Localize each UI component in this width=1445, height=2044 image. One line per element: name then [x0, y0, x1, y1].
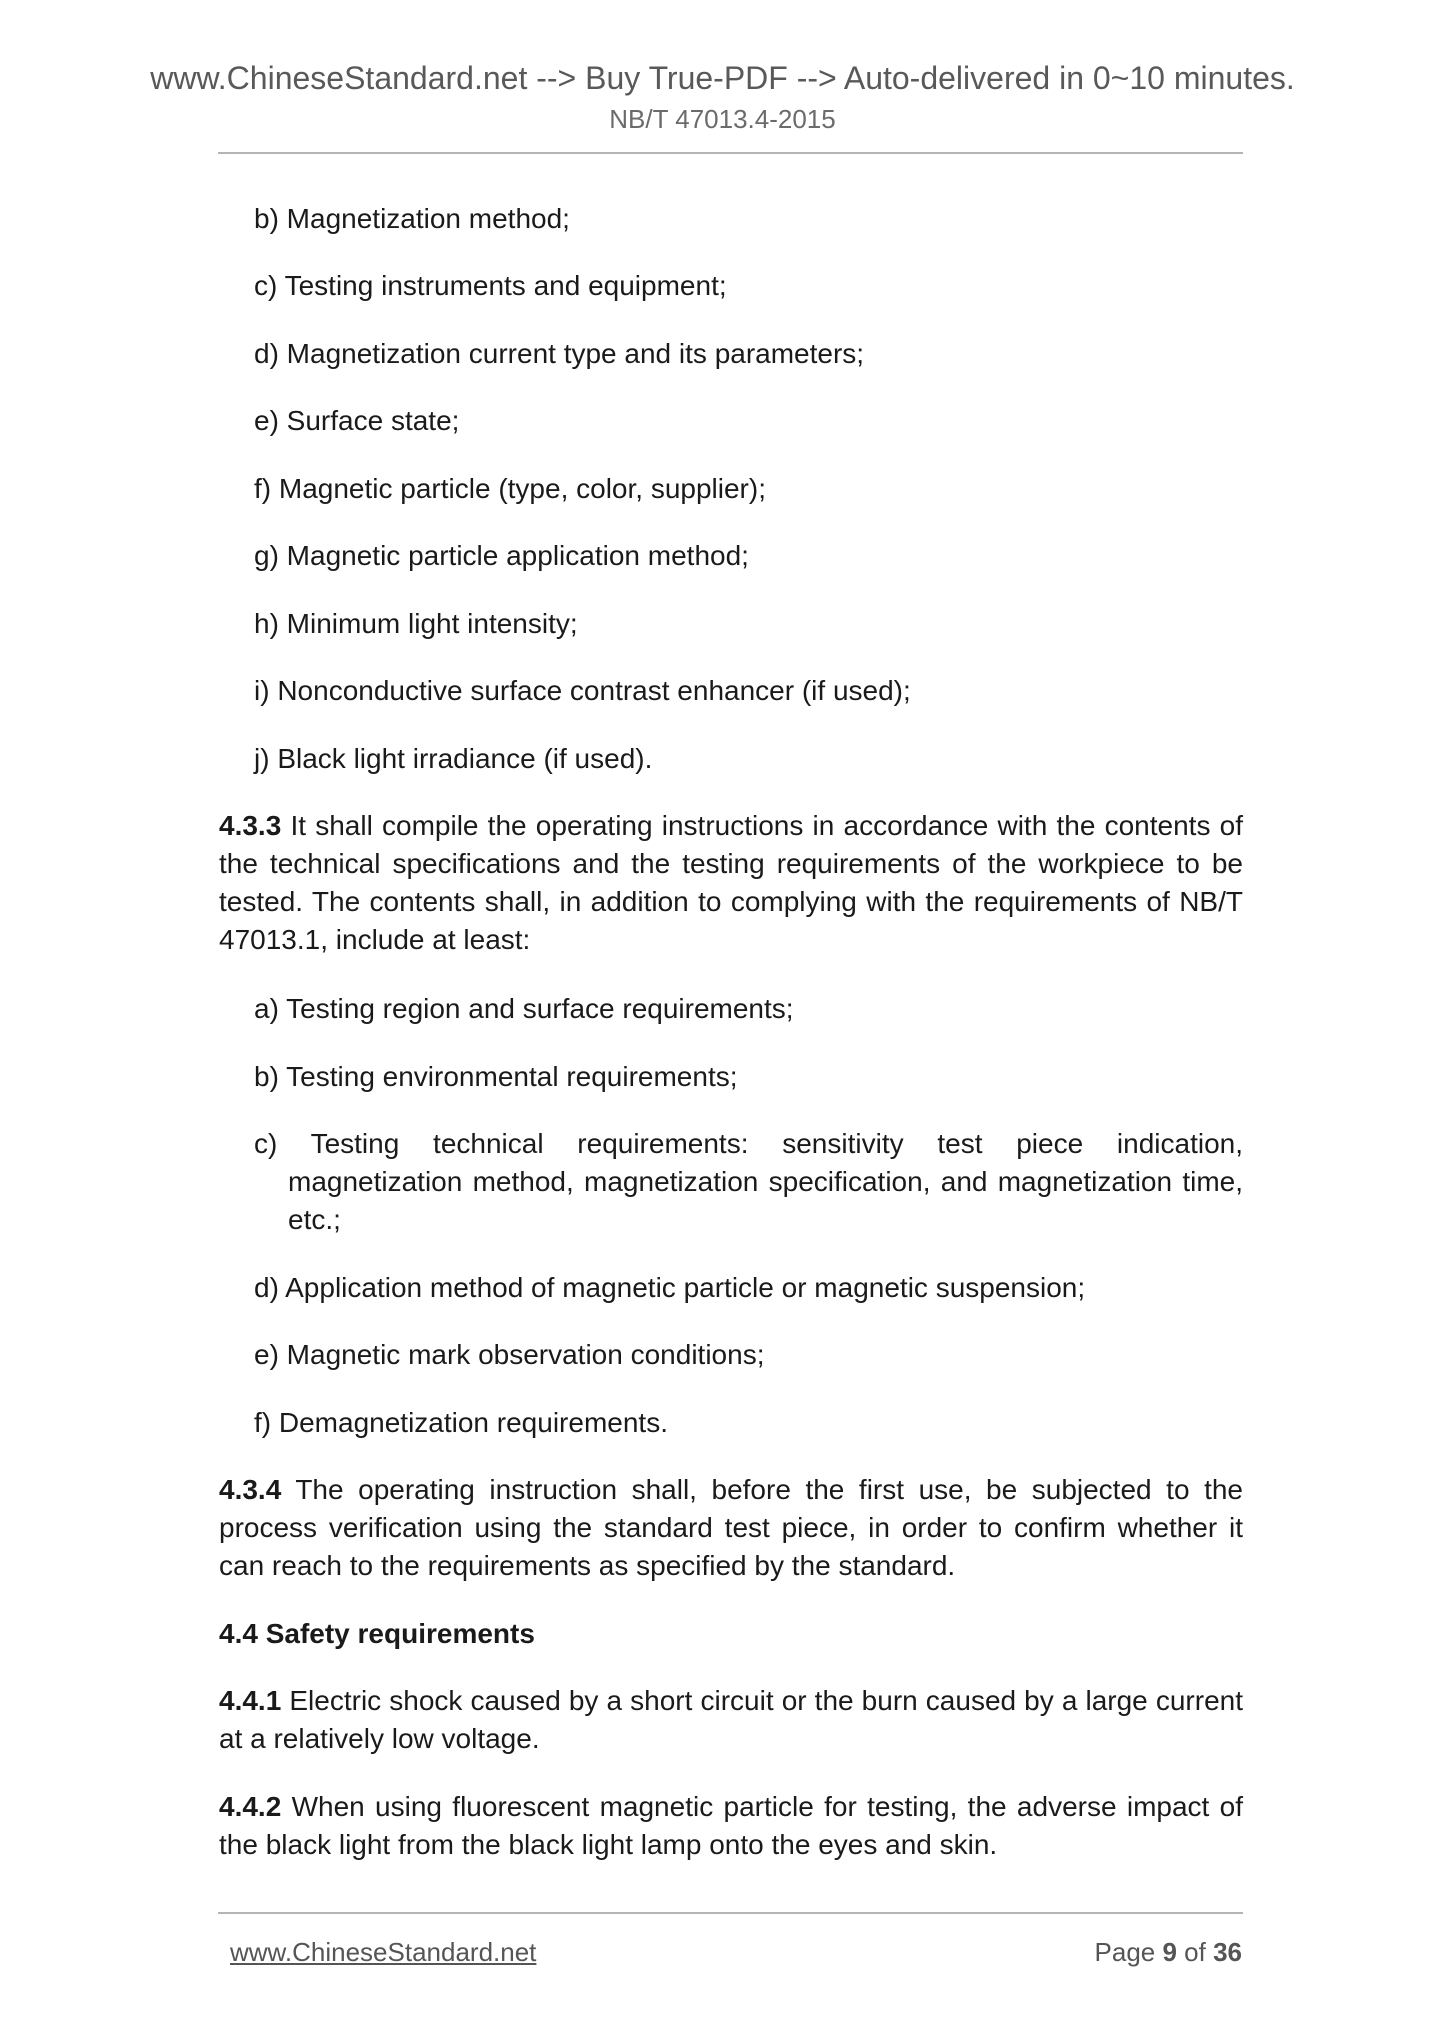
- page-current: 9: [1162, 1937, 1177, 1967]
- list-item: d) Application method of magnetic particle or magnetic suspension;: [254, 1272, 1086, 1303]
- clause-text: When using fluorescent magnetic particle for testing, the adverse impact of the black light from the black light lamp onto the eyes and skin.: [219, 1791, 1243, 1860]
- list-item: j) Black light irradiance (if used).: [254, 743, 653, 774]
- list-item: f) Magnetic particle (type, color, supplier);: [254, 473, 766, 504]
- footer-site-link[interactable]: www.ChineseStandard.net: [230, 1937, 537, 1967]
- list-item: b) Testing environmental requirements;: [254, 1061, 738, 1092]
- clause-4-4-2: [219, 1788, 1243, 1864]
- clause-number: 4.4.1: [219, 1685, 282, 1716]
- list-item: g) Magnetic particle application method;: [254, 540, 749, 571]
- page-number: [1095, 1936, 1242, 1968]
- page-prefix: Page: [1094, 1937, 1163, 1967]
- list-item: b) Magnetization method;: [254, 203, 570, 234]
- list-item: f) Demagnetization requirements.: [254, 1407, 668, 1438]
- clause-number: 4.3.4: [219, 1474, 282, 1505]
- list-item: d) Magnetization current type and its parameters;: [254, 338, 865, 369]
- standard-code: NB/T 47013.4-2015: [609, 104, 836, 134]
- list-item: h) Minimum light intensity;: [254, 608, 578, 639]
- footer-divider: [218, 1912, 1243, 1914]
- clause-text: Electric shock caused by a short circuit or the burn caused by a large current at a relatively low voltage.: [219, 1685, 1243, 1754]
- clause-number: 4.4.2: [219, 1791, 282, 1822]
- clause-4-3-3: [219, 807, 1243, 959]
- clause-4-4-1: [219, 1682, 1243, 1758]
- clause-number: 4.3.3: [219, 810, 282, 841]
- list-item: i) Nonconductive surface contrast enhancer (if used);: [254, 675, 911, 706]
- header-banner: www.ChineseStandard.net --> Buy True-PDF --> Auto-delivered in 0~10 minutes.: [150, 60, 1295, 96]
- clause-4-3-4: [219, 1471, 1243, 1585]
- list-item: e) Magnetic mark observation conditions;: [254, 1339, 765, 1370]
- list-item: a) Testing region and surface requirements;: [254, 993, 794, 1024]
- clause-text: It shall compile the operating instructions in accordance with the contents of the technical specifications and the testing requirements of the workpiece to be tested. The contents shall, in addition to complying with the requirements of NB/T 47013.1, include at least:: [219, 810, 1243, 955]
- list-item: c) Testing instruments and equipment;: [254, 270, 727, 301]
- header-divider: [218, 152, 1243, 154]
- page-total: 36: [1213, 1937, 1242, 1967]
- page-of: of: [1176, 1937, 1214, 1967]
- clause-text: The operating instruction shall, before the first use, be subjected to the process verification using the standard test piece, in order to confirm whether it can reach to the requirements as specified by the standard.: [219, 1474, 1243, 1581]
- list-item: e) Surface state;: [254, 405, 460, 436]
- section-heading: 4.4 Safety requirements: [219, 1618, 535, 1649]
- list-item: c) Testing technical requirements: sensitivity test piece indication, magnetization method, magnetization specification, and magnetization time, etc.;: [254, 1128, 1243, 1235]
